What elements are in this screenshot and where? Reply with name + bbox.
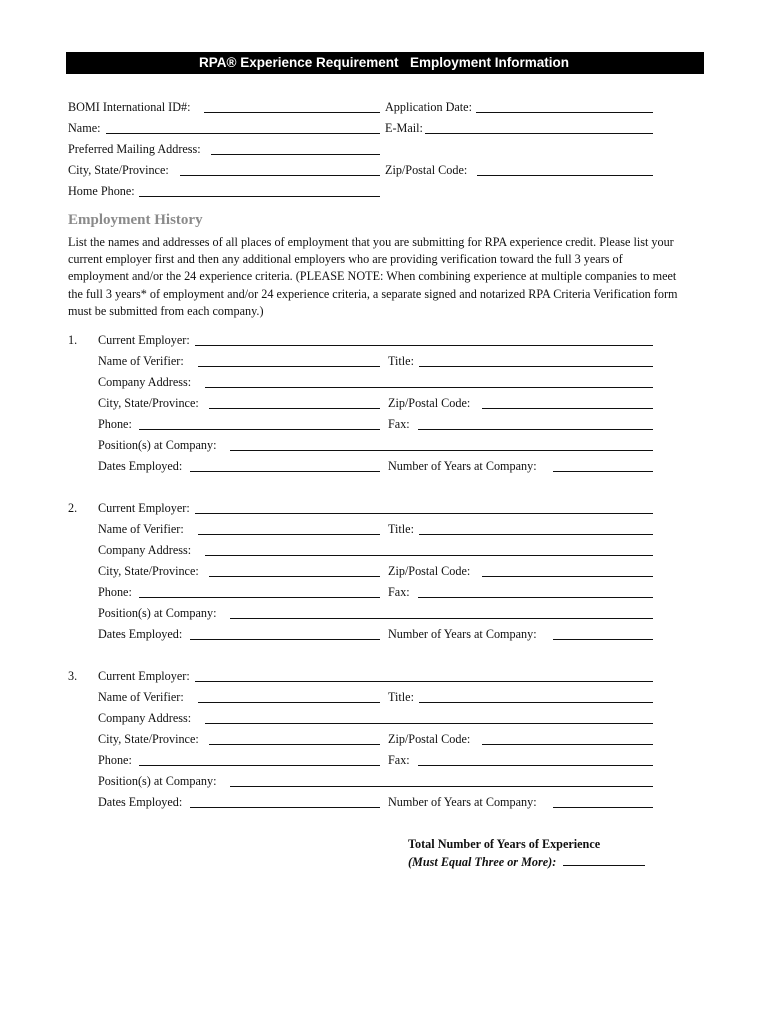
- phone-fax-row: [98, 417, 658, 434]
- years-at-company-field[interactable]: [553, 639, 653, 640]
- dates-row: [98, 795, 658, 812]
- employer-number: 2.: [68, 501, 78, 515]
- total-years-row: [408, 855, 645, 870]
- company-fax-label: Fax:: [388, 585, 410, 599]
- positions-label: Position(s) at Company:: [98, 606, 217, 620]
- verifier-title-label: Title:: [388, 690, 414, 704]
- dates-employed-label: Dates Employed:: [98, 459, 183, 473]
- verifier-row: [98, 522, 658, 539]
- years-at-company-label: Number of Years at Company:: [388, 627, 537, 641]
- mailing-address-label: Preferred Mailing Address:: [68, 142, 201, 156]
- verifier-row: [98, 354, 658, 371]
- bomi-id-row: [68, 100, 658, 117]
- company-zip-field[interactable]: [482, 744, 653, 745]
- company-zip-field[interactable]: [482, 408, 653, 409]
- positions-row: [98, 774, 658, 791]
- home-phone-field[interactable]: [139, 196, 380, 197]
- verifier-field[interactable]: [198, 534, 380, 535]
- company-city-row: [98, 396, 658, 413]
- company-phone-field[interactable]: [139, 765, 380, 766]
- verifier-title-field[interactable]: [419, 366, 653, 367]
- total-years-label: (Must Equal Three or More):: [408, 855, 557, 869]
- dates-row: [98, 459, 658, 476]
- home-phone-row: [68, 184, 658, 201]
- verifier-label: Name of Verifier:: [98, 354, 184, 368]
- bomi-id-label: BOMI International ID#:: [68, 100, 191, 114]
- company-phone-field[interactable]: [139, 429, 380, 430]
- company-phone-field[interactable]: [139, 597, 380, 598]
- company-phone-label: Phone:: [98, 753, 132, 767]
- verifier-title-label: Title:: [388, 522, 414, 536]
- title-bar: [66, 52, 704, 74]
- instructions-line: current employer first and then any additional employers who are providing verification toward the full 3 years of: [68, 252, 623, 267]
- dates-employed-field[interactable]: [190, 807, 380, 808]
- application-date-field[interactable]: [476, 112, 653, 113]
- company-fax-label: Fax:: [388, 753, 410, 767]
- company-phone-label: Phone:: [98, 585, 132, 599]
- company-city-label: City, State/Province:: [98, 564, 199, 578]
- title-right: Employment Information: [410, 55, 570, 70]
- positions-field[interactable]: [230, 786, 653, 787]
- company-zip-label: Zip/Postal Code:: [388, 564, 471, 578]
- verifier-title-field[interactable]: [419, 702, 653, 703]
- instructions-line: List the names and addresses of all places of employment that you are submitting for RPA experience credit. Please list your: [68, 235, 674, 249]
- zip-label: Zip/Postal Code:: [385, 163, 468, 177]
- current-employer-row: [98, 333, 658, 350]
- instructions-paragraph: [68, 234, 708, 320]
- city-state-field[interactable]: [180, 175, 380, 176]
- verifier-title-field[interactable]: [419, 534, 653, 535]
- years-at-company-label: Number of Years at Company:: [388, 795, 537, 809]
- company-city-label: City, State/Province:: [98, 396, 199, 410]
- company-city-row: [98, 564, 658, 581]
- company-zip-label: Zip/Postal Code:: [388, 732, 471, 746]
- dates-employed-field[interactable]: [190, 471, 380, 472]
- total-years-heading: Total Number of Years of Experience: [408, 837, 601, 851]
- employer-number: 3.: [68, 669, 78, 683]
- company-address-row: [98, 375, 658, 392]
- employment-history-heading: Employment History: [68, 212, 203, 228]
- current-employer-label: Current Employer:: [98, 501, 190, 515]
- home-phone-label: Home Phone:: [68, 184, 135, 198]
- company-city-row: [98, 732, 658, 749]
- years-at-company-field[interactable]: [553, 807, 653, 808]
- years-at-company-field[interactable]: [553, 471, 653, 472]
- positions-row: [98, 438, 658, 455]
- current-employer-field[interactable]: [195, 681, 653, 682]
- verifier-label: Name of Verifier:: [98, 690, 184, 704]
- company-fax-field[interactable]: [418, 429, 653, 430]
- positions-field[interactable]: [230, 450, 653, 451]
- company-phone-label: Phone:: [98, 417, 132, 431]
- phone-fax-row: [98, 753, 658, 770]
- current-employer-field[interactable]: [195, 513, 653, 514]
- company-fax-field[interactable]: [418, 597, 653, 598]
- company-address-label: Company Address:: [98, 375, 192, 389]
- company-city-label: City, State/Province:: [98, 732, 199, 746]
- mailing-address-row: [68, 142, 658, 159]
- phone-fax-row: [98, 585, 658, 602]
- company-fax-label: Fax:: [388, 417, 410, 431]
- company-address-row: [98, 543, 658, 560]
- company-city-field[interactable]: [209, 408, 380, 409]
- dates-employed-field[interactable]: [190, 639, 380, 640]
- verifier-field[interactable]: [198, 702, 380, 703]
- company-address-row: [98, 711, 658, 728]
- instructions-line: the full 3 years* of employment and/or 24 experience criteria, a separate signed and notarized RPA Criteria Verification form: [68, 286, 678, 301]
- current-employer-row: [98, 501, 658, 518]
- positions-label: Position(s) at Company:: [98, 774, 217, 788]
- name-field[interactable]: [106, 133, 380, 134]
- application-date-label: Application Date:: [385, 100, 472, 114]
- verifier-field[interactable]: [198, 366, 380, 367]
- name-label: Name:: [68, 121, 101, 135]
- dates-employed-label: Dates Employed:: [98, 627, 183, 641]
- positions-label: Position(s) at Company:: [98, 438, 217, 452]
- company-city-field[interactable]: [209, 744, 380, 745]
- instructions-line: employment and/or the 24 experience criteria. (PLEASE NOTE: When combining experience at multiple companies to meet: [68, 269, 677, 284]
- company-address-label: Company Address:: [98, 543, 192, 557]
- company-zip-label: Zip/Postal Code:: [388, 396, 471, 410]
- email-label: E-Mail:: [385, 121, 423, 135]
- email-field[interactable]: [425, 133, 653, 134]
- positions-row: [98, 606, 658, 623]
- current-employer-label: Current Employer:: [98, 333, 190, 347]
- company-fax-field[interactable]: [418, 765, 653, 766]
- current-employer-row: [98, 669, 658, 686]
- current-employer-field[interactable]: [195, 345, 653, 346]
- zip-field[interactable]: [477, 175, 653, 176]
- positions-field[interactable]: [230, 618, 653, 619]
- company-address-field[interactable]: [205, 723, 653, 724]
- name-row: [68, 121, 658, 138]
- mailing-address-field[interactable]: [211, 154, 380, 155]
- verifier-label: Name of Verifier:: [98, 522, 184, 536]
- bomi-id-field[interactable]: [204, 112, 380, 113]
- company-address-label: Company Address:: [98, 711, 192, 725]
- employer-number: 1.: [68, 333, 78, 347]
- total-years-field[interactable]: [563, 855, 645, 866]
- current-employer-label: Current Employer:: [98, 669, 190, 683]
- dates-row: [98, 627, 658, 644]
- company-zip-field[interactable]: [482, 576, 653, 577]
- city-state-label: City, State/Province:: [68, 163, 169, 177]
- instructions-line: must be submitted from each company.): [68, 303, 264, 318]
- dates-employed-label: Dates Employed:: [98, 795, 183, 809]
- company-address-field[interactable]: [205, 555, 653, 556]
- company-city-field[interactable]: [209, 576, 380, 577]
- title-left: RPA® Experience Requirement: [199, 55, 399, 70]
- years-at-company-label: Number of Years at Company:: [388, 459, 537, 473]
- company-address-field[interactable]: [205, 387, 653, 388]
- verifier-title-label: Title:: [388, 354, 414, 368]
- verifier-row: [98, 690, 658, 707]
- city-state-row: [68, 163, 658, 180]
